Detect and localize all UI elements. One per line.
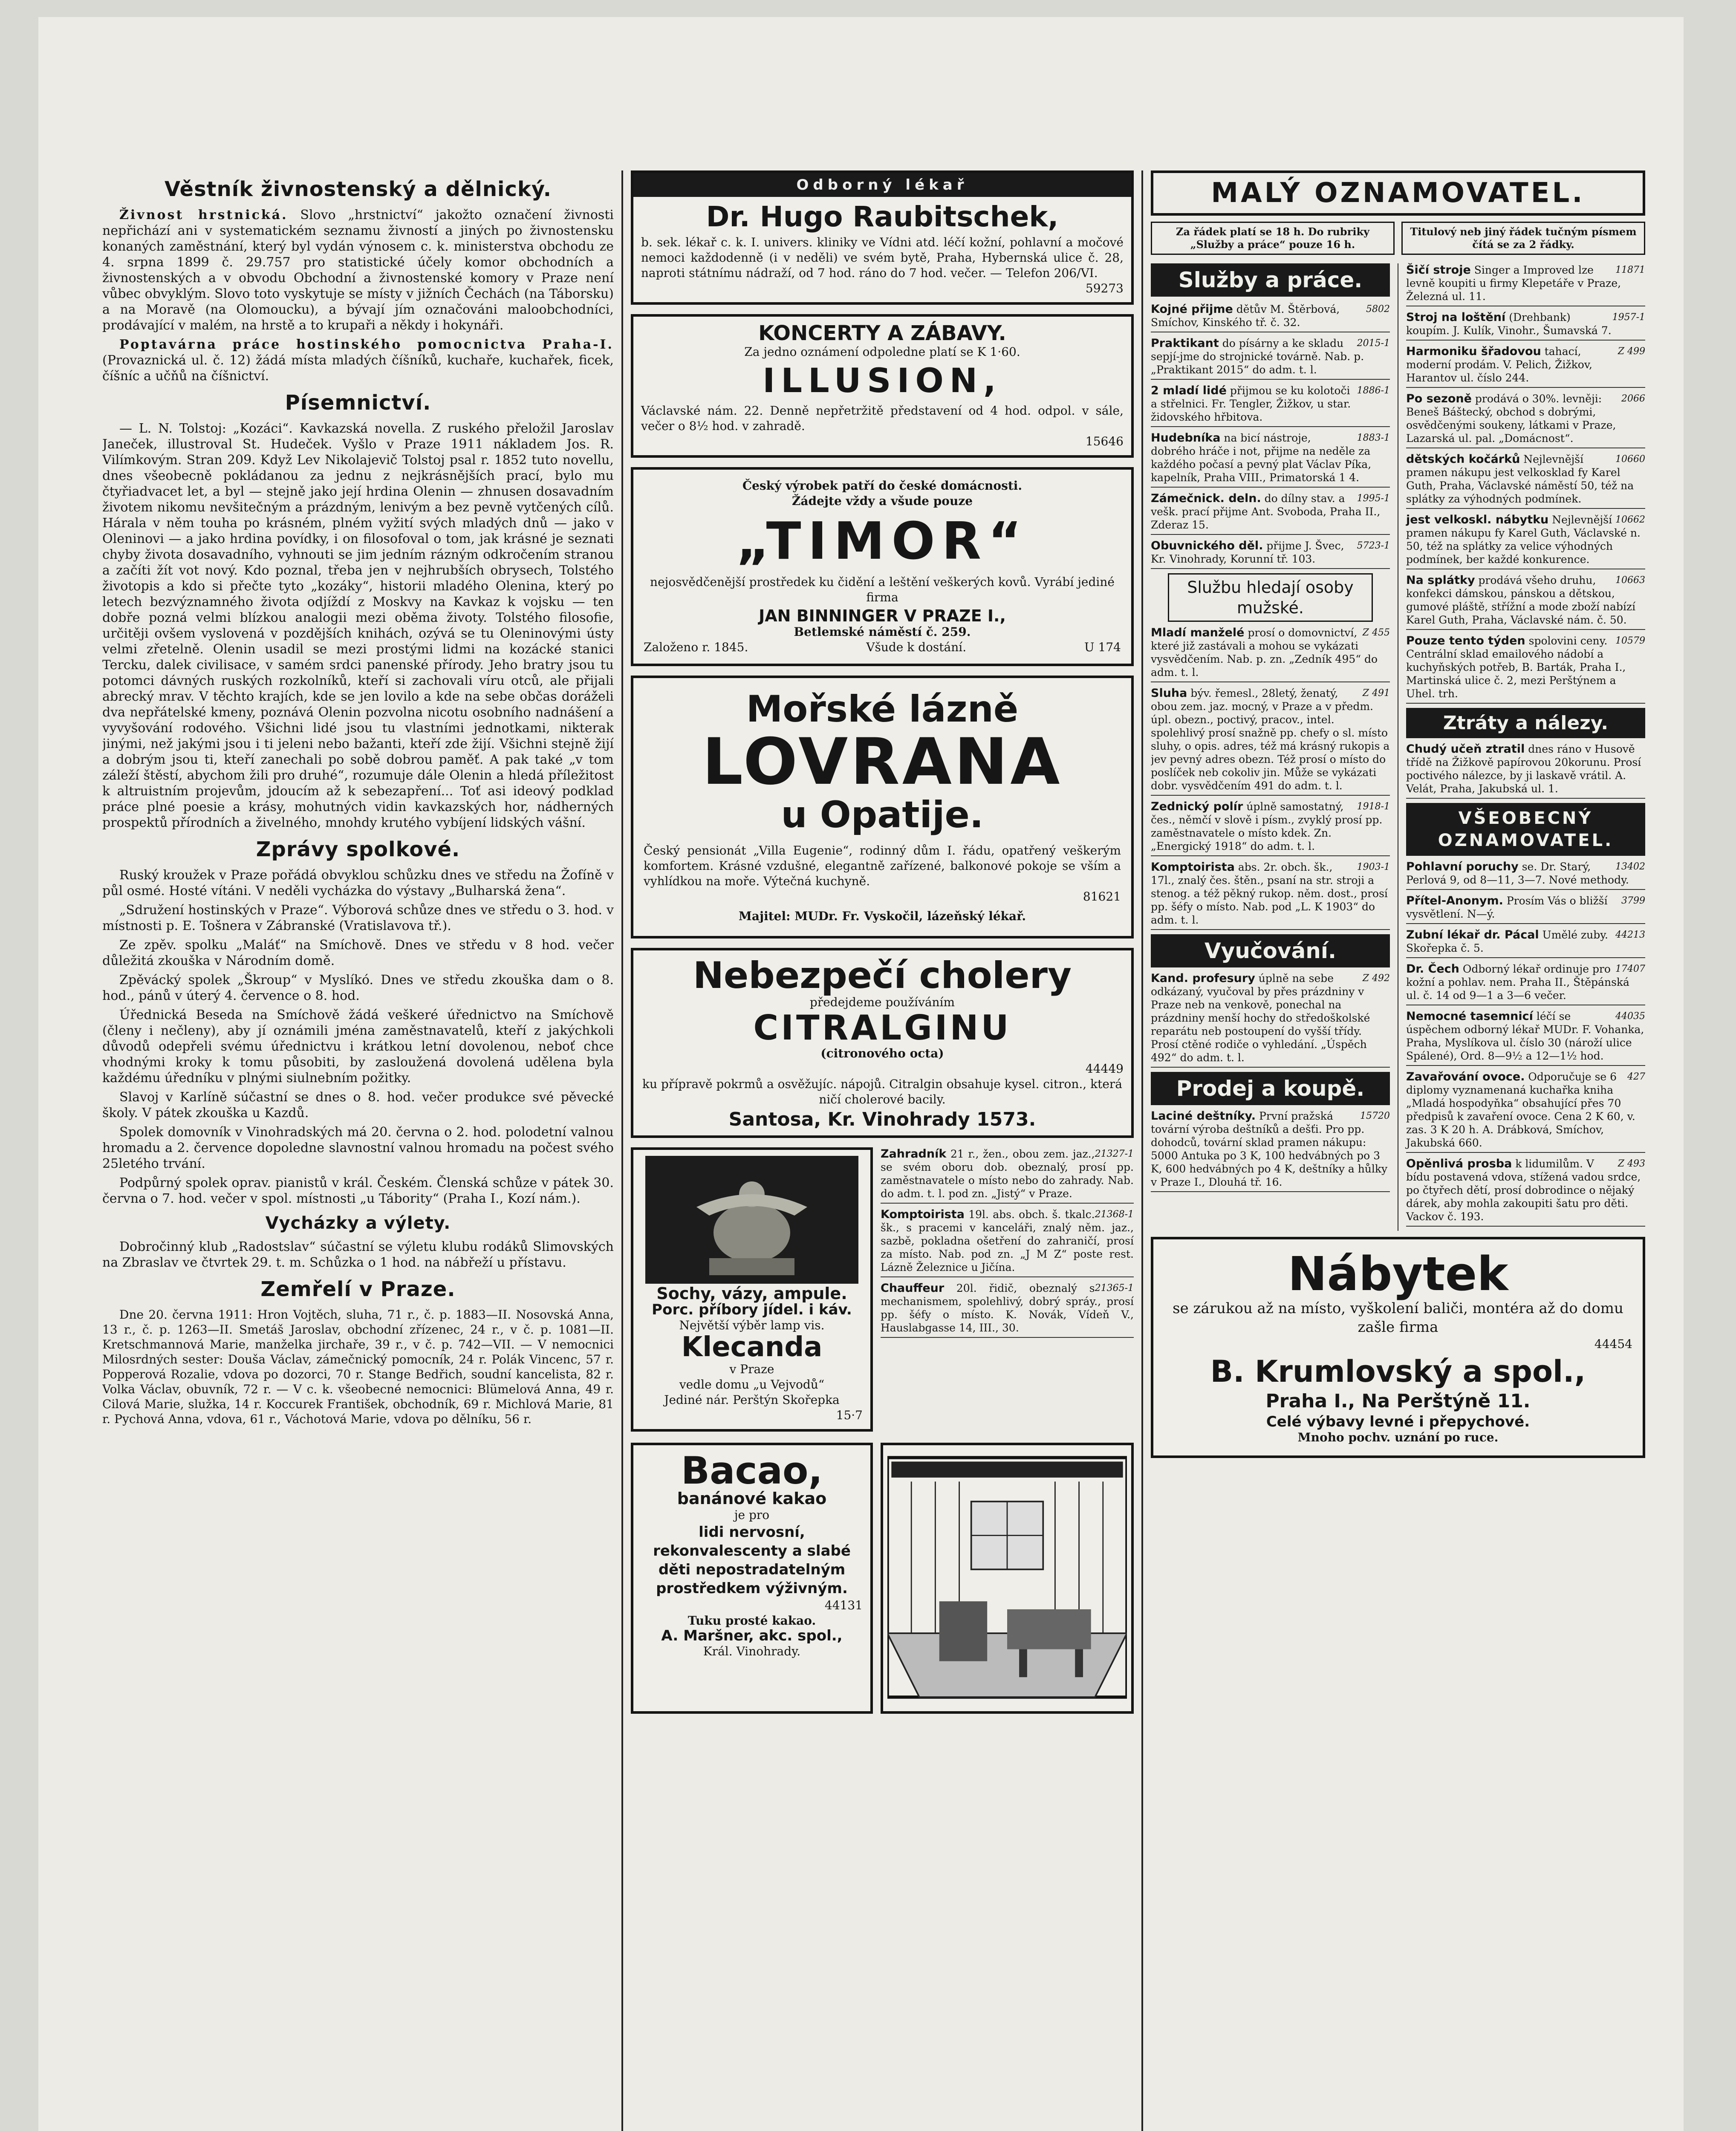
rubric-lost-found: Ztráty a nálezy. (1406, 708, 1645, 738)
classified-item: jest velkoskl. nábytku 10662 Nejlevnější pramen nákupu fy Karel Guth, Václavské n. 50, též na splátky za velice výhodných podmínek, ber každé konkurence. (1406, 513, 1645, 569)
classifieds-title: MALÝ OZNAMOVATEL. (1151, 170, 1645, 216)
classified-item: 2 mladí lidé 1886-1 přijmou se ku kolotoči a střelnici. Fr. Tengler, Žižkov, u star. židovského hřbitova. (1151, 384, 1390, 427)
classified-item: Zavařování ovoce. 427 Odporučuje se 6 diplomy vyznamenaná kuchařka kniha „Mladá hospodyňka“ obsahující přes 70 předpisů k zavaření ovoce. Cena 2 K 60, v. zas. 3 K 20 h. A. Drábková, Smíchov, Jakubská 660. (1406, 1070, 1645, 1153)
classified-item: Kojné přijme 5802 dětův M. Štěrbová, Smíchov, Kinského tř. č. 32. (1151, 303, 1390, 332)
newspaper-page (38, 17, 1684, 2131)
column-ads (631, 170, 1134, 2131)
classified-item: Obuvnického děl. 5723-1 přijme J. Švec, Kr. Vinohrady, Korunní tř. 103. (1151, 539, 1390, 569)
classified-komptoirista: Komptoirista 21368-1 19l. abs. obch. š. tkalc. šk., s pracemi v kanceláři, znalý něm. jaz., sazbě, pokladna ošetření do zahraničí, prosí za místo. Nab. pod zn. „J M Z“ poste rest. Lázně Železnice u Jičína. (881, 1208, 1134, 1277)
ad-citralgin: Nebezpečí cholery předejdeme používáním CITRALGINU (citronového octa) 44449 ku přípravě pokrmů a osvěžujíc. nápojů. Citralgin obsahuje kysel. citron., která ničí cholerové bacily. Santosa, Kr. Vinohrady 1573. (631, 948, 1134, 1138)
trip-news-1: Dobročinný klub „Radostslav“ súčastní se výletu klubu rodáků Slimovských na Zbraslav ve čtvrtek 29. t. m. Schůzka o 1 hod. na nábřeží u přístavu. (102, 1239, 614, 1270)
column-news (102, 170, 614, 2131)
classified-item: Opěnlivá prosba Z 493 k lidumilům. V bídu postavená vdova, stížená vadou srdce, po čtyřech dětí, prosí dobrodince o nějaký dárek, aby mohla zakoupiti šatu pro děti. Vackov č. 193. (1406, 1157, 1645, 1227)
rubric-seeking: Službu hledají osoby mužské. (1168, 573, 1373, 622)
classified-item: Kand. profesury Z 492 úplně na sebe odkázaný, vyučoval by přes prázdniny v Praze neb na venkově, ponechal na prázdniny menší hochy do středoškolské reparátu neb postoupení do vyšší třídy. Prosí ctěné rodiče o vyhledání. „Úspěch 492“ do adm. t. l. (1151, 972, 1390, 1068)
ad-timor-name: „TIMOR“ (736, 511, 1028, 571)
classified-item: Po sezoně 2066 prodává o 30%. levněji: Beneš Báštecký, obchod s dobrými, osvědčenými soukeny, látkami v Praze, Lazarská ul. pal. „Domácnost“. (1406, 392, 1645, 448)
ad-lovrana: Mořské lázně LOVRANA u Opatije. Český pensionát „Villa Eugenie“, rodinný dům I. řádu, opatřený veškerým komfortem. Krásné vzdušné, elegantně zařízené, balkonové pokoje se vším a vyhlídkou na moře. Výtečná kuchyně. 81621 Majitel: MUDr. Fr. Vyskočil, lázeňský lékař. (631, 676, 1134, 938)
ad-klecanda: Sochy, vázy, ampule. Porc. příbory jídel. i káv. Největší výběr lamp vis. Klecanda v Praze vedle domu „u Vejvodů“ Jediné nár. Perštýn Skořepka 15·7 (631, 1147, 873, 1432)
article-hrstnicka: Živnost hrstnická. Slovo „hrstnictví“ jakožto označení živnosti nepřichází ani v systematickém seznamu živností a jiných po živnostensku konaných zaměstnání, který byl vydán výnosem c. k. ministerstva obchodu ze 4. srpna 1899 č. 29.757 pro statistické účely komor obchodních a živnostenských a v obvodu Obchodní a živnostenské komory v Praze není vůbec obvyklým. Slovo toto vyskytuje se místy v jižních Čechách (na Táborsku) a na Moravě (na Olomoucku), a bývají jím označováni maloobchodníci, prodávající v malém, na hrstě a to krupaři a někdy i hokynáři. (102, 208, 614, 333)
column-rule (621, 170, 623, 2131)
ad-timor: Český výrobek patří do české domácnosti. Žádejte vždy a všude pouze „TIMOR“ nejosvědčenější prostředek ku čidění a leštění veškerých kovů. Vyrábí jediné firma JAN BINNINGER V PRAZE I., Betlemské náměstí č. 259. Založeno r. 1845. Všude k dostání. U 174 (631, 467, 1134, 667)
classified-item: Zámečnick. deln. 1995-1 do dílny stav. a vešk. prací přijme Ant. Svoboda, Praha II., Zderaz 15. (1151, 492, 1390, 535)
rubric-sale: Prodej a koupě. (1151, 1072, 1390, 1105)
ad-nabytek: Nábytek se zárukou až na místo, vyškolení baliči, montéra až do domu zašle firma 44454 B. Krumlovský a spol., Praha I., Na Perštýně 11. Celé výbavy levné i přepychové. Mnoho pochv. uznání po ruce. (1151, 1237, 1645, 1458)
rate-note-2: Titulový neb jiný řádek tučným písmem čítá se za 2 řádky. (1401, 222, 1645, 255)
classified-item: Stroj na loštění 1957-1 (Drehbank) koupím. J. Kulík, Vinohr., Šumavská 7. (1406, 311, 1645, 341)
article-poptavarna: Poptavárna práce hostinského pomocnictva Praha-I. (Provaznická ul. č. 12) žádá místa mladých číšníků, kuchaře, kuchařek, ficek, číšníc a učňů na číšnictví. (102, 337, 614, 384)
club-news-6: Slavoj v Karlíně súčastní se dnes o 8. hod. večer produkce své pěvecké školy. V pátek zkouška u Kazdů. (102, 1090, 614, 1120)
club-news-5: Úřednická Beseda na Smíchově žádá veškeré úřednictvo na Smíchově (členy i nečleny), aby jí oznámili jména zaměstnavatelů, kteří z jakýchkoli důvodů odepřeli svému úřednictvu i krátkou letní dovolenou, neboť chce vhodnými kroky k tomu působiti, by zasloužená dovolená udělena byla každému úředníku v plnými siulnebním požitky. (102, 1008, 614, 1086)
classified-item: Zednický polír 1918-1 úplně samostatný, čes., němčí v slově i písm., zvyklý prosí pp. zaměstnavatele o místo kdek. Zn. „Energický 1918“ do adm. t. l. (1151, 800, 1390, 856)
club-news-3: Ze zpěv. spolku „Maláť“ na Smíchově. Dnes ve středu v 8 hod. večer důležitá zkouška v Národním domě. (102, 938, 614, 968)
classified-item: Šičí stroje 11871 Singer a Improved lze levně koupiti u firmy Klepetáře v Praze, Železná ul. 11. (1406, 263, 1645, 306)
section-title-clubs: Zprávy spolkové. (256, 837, 460, 861)
ad-illusion-name: ILLUSION, (763, 361, 1002, 400)
deaths-list: Dne 20. června 1911: Hron Vojtěch, sluha, 71 r., č. p. 1883—II. Nosovská Anna, 13 r., č. p. 1263—II. Smetáš Jaroslav, obchodní zřízenec, 24 r., v č. p. 1081—II. Kretschmannová Marie, manželka jirchaře, 39 r., v č. p. 742—VII. — V nemocnici Milosrdných sester: Douša Václav, zámečnický pomocník, 24 r. Polák Vincenc, 57 r. Popperová Rozalie, vdova po dozorci, 70 r. Stange Bedřich, soudní kancelista, 82 r. Volka Václav, obuvník, 72 r. — V c. k. všeobecné nemocnici: Blümelová Anna, 49 r. Cilová Marie, služka, 14 r. Koccurek František, obchodník, 69 r. Michlová Marie, 81 r. Pychová Anna, vdova, 61 r., Váchotová Marie, vdova po dělníku, 56 r. (102, 1308, 614, 1426)
column-classifieds (1151, 170, 1645, 2131)
rubric-jobs: Služby a práce. (1151, 263, 1390, 297)
classified-item: Na splátky 10663 prodává všeho druhu, konfekci dámskou, pánskou a dětskou, gumové pláště, střížní a mode zboží nabízí Karel Guth, Praha, Václavské nám. č. 50. (1406, 574, 1645, 630)
classified-chauffeur: Chauffeur 21365-1 20l. řidič, obeznalý s mechanismem, spolehlivý, dobrý spráy., prosí pp. šéfy o místo. K. Novák, Vídeň V., Hauslabgasse 14, III., 30. (881, 1282, 1134, 1338)
classified-item: Mladí manželé Z 455 prosí o domovnictví, které již zastávali a mohou se vykázati vysvědčením. Nab. p. zn. „Zedník 495“ do adm. t. l. (1151, 626, 1390, 682)
ad-bacao: Bacao, banánové kakao je pro lidi nervosní, rekonvalescenty a slabé děti nepostradatelným prostředkem výživným. 44131 Tuku prosté kakao. A. Maršner, akc. spol., Král. Vinohrady. (631, 1443, 873, 1714)
classified-item: Hudebníka 1883-1 na bicí nástroje, dobrého hráče i not, přijme na neděle za každého počasí a pevný plat Václav Píka, kapelník, Praha VIII., Primatorská 1 4. (1151, 431, 1390, 488)
classified-item: Pohlavní poruchy 13402 se. Dr. Starý, Perlová 9, od 8—11, 3—7. Nové methody. (1406, 860, 1645, 890)
classified-item: dětských kočárků 10660 Nejlevnější pramen nákupu jest velkosklad fy Karel Guth, Praha, Václavské náměstí 50, též na splátky za výhodných podmínek. (1406, 453, 1645, 509)
ad-furniture-illustration (881, 1443, 1134, 1714)
section-title-literature: Písemnictví. (285, 391, 431, 415)
club-news-1: Ruský kroužek v Praze pořádá obvyklou schůzku dnes ve středu na Žofíně v půl osmé. Hosté vítáni. V neděli vycházka do výstavy „Bulharská žena“. (102, 868, 614, 898)
club-news-7: Spolek domovník v Vinohradských má 20. června o 2. hod. polodetní valnou hromadu a 2. července dopoledne slavnostní valnou hromadu na počest svého 25letého trvání. (102, 1125, 614, 1171)
ad-lovrana-name: LOVRANA (702, 725, 1063, 799)
rubric-general: VŠEOBECNÝ OZNAMOVATEL. (1406, 803, 1645, 856)
classified-zahradnik: Zahradník 21327-1 21 r., žen., obou zem. jaz., se svém oboru dob. obeznalý, prosí pp. zaměstnavatele o místo nebo do zahrady. Nab. do adm. t. l. pod zn. „Jistý“ v Praze. (881, 1147, 1134, 1204)
ad-nabytek-name: Nábytek (1288, 1247, 1508, 1301)
classified-item: Přítel-Anonym. 3799 Prosím Vás o bližší vysvětlení. N—ý. (1406, 894, 1645, 924)
rate-note-1: Za řádek platí se 18 h. Do rubriky „Služby a práce“ pouze 16 h. (1151, 222, 1395, 255)
ad-citralgin-name: CITRALGINU (753, 1008, 1011, 1048)
statue-illustration (641, 1156, 863, 1284)
classified-item: Komptoiristа 1903-1 abs. 2r. obch. šk., 17l., znalý čes. štěn., psaní na str. stroji a stenog. a též pěkný rukop. něm. dost., prosí pp. šéfy o místo. Nab. pod „L. K 1903“ do adm. t. l. (1151, 860, 1390, 930)
rubric-education: Vyučování. (1151, 934, 1390, 967)
classified-item: Zubní lékař dr. Pácal 44213 Umělé zuby. Skořepka č. 5. (1406, 928, 1645, 958)
classified-item: Nemocné tasemnicí 44035 léčí se úspěchem odborný lékař MUDr. F. Vohanka, Praha, Myslíkova ul. číslo 30 (nároží ulice Spálené), Ord. 8—9½ a 12—1½ hod. (1406, 1010, 1645, 1066)
ad-doctor-name: Dr. Hugo Raubitschek, (706, 200, 1059, 233)
section-title-trade: Věstník živnostenský a dělnický. (165, 177, 552, 201)
ad-bacao-name: Bacao, (681, 1448, 823, 1493)
club-news-2: „Sdružení hostinských v Praze“. Výborová schůze dnes ve středu o 3. hod. v místnosti p. E. Tošnera v Zábranské (Vratislavova tř.). (102, 903, 614, 933)
column-rule (1141, 170, 1143, 2131)
classified-item: Chudý učeň ztratil dnes ráno v Husově třídě na Žižkově papírovou 20korunu. Prosí poctivého nálezce, by ji laskavě vrátil. A. Velát, Praha, Jakubská ul. 1. (1406, 742, 1645, 799)
ad-klecanda-name: Klecanda (681, 1331, 823, 1363)
room-illustration (887, 1450, 1127, 1705)
classified-item: Harmoniku šřadovou Z 499 tahací, moderní prodám. V. Pelich, Žižkov, Harantov ul. číslo 244. (1406, 345, 1645, 388)
ad-koncerty: KONCERTY A ZÁBAVY. Za jedno oznámení odpoledne platí se K 1·60. ILLUSION, Václavské nám. 22. Denně nepřetržitě představení od 4 hod. odpol. v sále, večer o 8½ hod. v zahradě. 15646 (631, 314, 1134, 457)
classified-item: Sluha Z 491 býv. řemesl., 28letý, ženatý, obou zem. jaz. mocný, v Praze a v předm. úpl. obezn., poctivý, pracov., intel. spolehlivý prosí snažně pp. chefy o sl. místo sluhy, o opis. adres, též má krásný rukopis a jev pevný adres obezn. Též prosí o místo do poslíček neb cokoliv jin. Může se vykázati dobr. vysvědčením 491 do adm. t. l. (1151, 687, 1390, 796)
classified-item: Laciné deštníky. 15720 První pražská tovární výroba deštníků a dešťi. Pro pp. dohodců, tovární sklad pramen nákupu: 5000 Antuka po 3 K, 100 hedvábných po 3 K, 600 hedvábných po 4 K, deštníky a hůlky v Praze I., Dlouhá tř. 16. (1151, 1109, 1390, 1192)
ad-doctor: Odborný lékař Dr. Hugo Raubitschek, b. sek. lékař c. k. I. univers. kliniky ve Vídni atd. léčí kožní, pohlavní a močové nemoci každodenně (i v neděli) ve svém bytě, Praha, Hybernská ulice č. 28, naproti státnímu nádraží, od 7 hod. ráno do 7 hod. večer. — Telefon 206/VI. 59273 (631, 170, 1134, 305)
classified-item: Pouze tento týden 10579 spolovini ceny. Centrální sklad emailového nádobí a kuchyňských potřeb, B. Barták, Praha I., Martinská ulice č. 2, mezi Perštýnem a Uhel. trh. (1406, 634, 1645, 704)
club-news-8: Podpůrný spolek oprav. pianistů v král. Českém. Členská schůze v pátek 30. června o 7. hod. večer v spol. místnosti „u Tábority“ (Praha I., Kozí nám.). (102, 1175, 614, 1206)
section-title-trips: Vycházky a výlety. (265, 1213, 451, 1233)
club-news-4: Zpěvácký spolek „Škroup“ v Myslíkó. Dnes ve středu zkouška dam o 8. hod., pánů v úterý 4. července o 8. hod. (102, 973, 614, 1003)
section-title-deaths: Zemřelí v Praze. (260, 1277, 456, 1301)
classified-item: Dr. Čech 17407 Odborný lékař ordinuje pro kožní a pohlav. nem. Praha II., Štěpánská ul. č. 14 od 9—1 a 3—6 večer. (1406, 962, 1645, 1005)
article-tolstoj: — L. N. Tolstoj: „Kozáci“. Kavkazská novella. Z ruského přeložil Jaroslav Janeček, illustroval St. Hudeček. Vyšlo v Praze 1911 nákladem Jos. R. Vilímkovým. Stran 209. Když Lev Nikolajevič Tolstoj psal r. 1852 tuto novellu, dnes všeobecně pokládanou za jednu z nejkrásnějších prací, bylo mu čtyřiadvacet let, a byl — stejně jako její hrdina Olenin — zhnusen dosavadním životem nikomu nevšitečným a prázdným, lenivým a bez pevně vytčených cílů. Hárala v něm touha po krásném, plném vyžití svých mladých dnů — jako v Oleninovi — a jako hrdina povídky, i on filosofoval o tom, jak krásné je seznati chyby života dosavadního, vyhnouti se jim jedním rázným odkročením stranou a začíti žít vot nový. Kdo poznal, třeba jen v nejhrubších obrysech, Tolstého životopis a kdo si přečte tyto „kozáky“, historii mladého Olenina, který po letech bezvýznamného života odjíždí z Moskvy na Kavkaz k vojsku — ten dobře pozná velmi blízkou analogii mezi oběma životy. Tolstého filosofie, určitěji ovšem vyslovená v pozdějších knihách, ozývá se tu Oleninovými ústy velmi zřetelně. Olenin usadil se mezi prostými lidmi na kozácké stanici Tercku, dalek civilisace, v samém srdci panenské přírody. Jeho bratry jsou tu potomci dávných ruských rozkolníků, kteří si zachovali víru otců, ale přijali abrecký mrav. V těchto krajích, kde se jen lovilo a kde na sebe občas doráželi dva nepřátelské kmeny, poznává Olenin pozvolna nicotu osobního nadnášení a vyvyšování rodového. Všichni lidé jsou tu vlastními jednotkami, nikterak jinými, než jakými jsou i ti jeleni nebo bažanti, kteří zde žijí. Všichni stejně žijí a dobrým jsou ti, kteří zanechali po sobě dobrou paměť. A pak také „v tom záleží štěstí, abychom žili pro druhé“, rozumuje dále Olenin a hledá příležitost k altruistním projevům, jdoucím až k sebezapření... Toť asi ideový podklad práce plné poesie a krásy, mohutných vidin kavkazských hor, nádherných prospektů přírodních a živelného, mnohdy krutého vybíjení lidských vášní. (102, 421, 614, 830)
classified-item: Praktikant 2015-1 do písárny a ke skladu sepjí-jme do strojnické továrně. Nab. p. „Praktikant 2015“ do adm. t. l. (1151, 337, 1390, 380)
